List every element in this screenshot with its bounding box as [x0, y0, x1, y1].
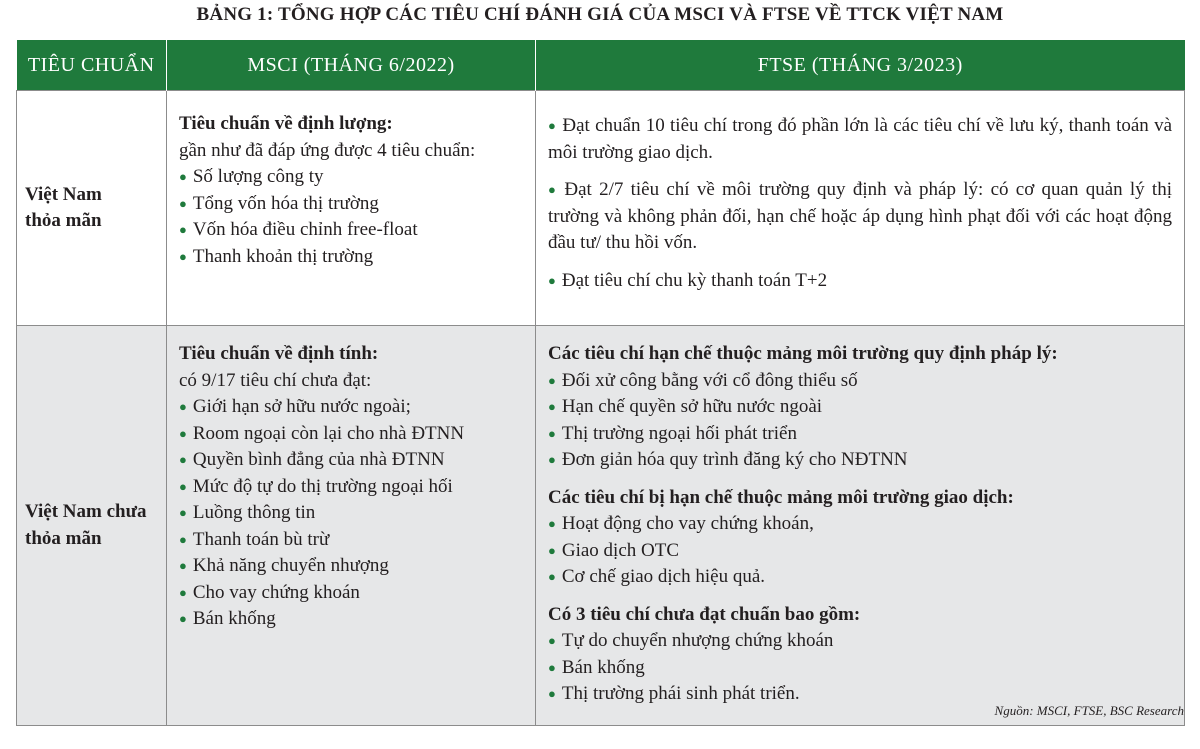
list-item: ● Luồng thông tin — [179, 502, 316, 523]
header-msci: MSCI (THÁNG 6/2022) — [167, 40, 536, 91]
ftse-paragraph: ● Đạt 2/7 tiêu chí về môi trường quy định và pháp lý: có cơ quan quản lý thị trường và không phản đối, hạn chế hoặc áp dụng hình phạt đối với các hoạt động đầu tư/ thu hồi vốn. — [548, 179, 1172, 253]
list-item: ● Thanh khoản thị trường — [179, 245, 374, 267]
list-item: ● Thanh toán bù trừ — [179, 528, 330, 550]
bullet-icon: ● — [179, 425, 187, 441]
list-item: ● Quyền bình đẳng của nhà ĐTNN — [179, 449, 445, 470]
ftse-group — [548, 485, 1172, 591]
list-item: ● Room ngoại còn lại cho nhà ĐTNN — [179, 422, 465, 444]
bullet-icon: ● — [179, 452, 187, 467]
bullet-icon: ● — [548, 372, 556, 388]
ftse-cell — [536, 326, 1185, 726]
bullet-icon: ● — [179, 222, 187, 237]
row-label-line: thỏa mãn — [25, 210, 102, 231]
list-item: ● Thị trường phái sinh phát triển. — [548, 683, 800, 704]
table-row — [17, 326, 1185, 726]
list-item: ● Tự do chuyển nhượng chứng khoán — [548, 630, 834, 651]
row-label-line: thỏa mãn — [25, 527, 102, 549]
list-item: ● Vốn hóa điều chỉnh free-float — [179, 219, 418, 240]
msci-cell — [167, 91, 536, 326]
list-item: ● Bán khống — [548, 656, 645, 678]
header-criteria: TIÊU CHUẨN — [17, 40, 167, 91]
list-item: ● Số lượng công ty — [179, 166, 324, 187]
header-ftse: FTSE (THÁNG 3/2023) — [536, 40, 1185, 91]
bullet-icon: ● — [179, 478, 187, 494]
msci-intro: có 9/17 tiêu chí chưa đạt: — [179, 369, 372, 391]
list-item: ● Cho vay chứng khoán — [179, 581, 360, 603]
bullet-icon: ● — [548, 633, 556, 648]
ftse-paragraph: ● Đạt chuẩn 10 tiêu chí trong đó phần lớn là các tiêu chí về lưu ký, thanh toán và môi trường giao dịch. — [548, 115, 1173, 163]
row-label-line: Việt Nam chưa — [25, 501, 147, 522]
row-label — [17, 91, 167, 326]
list-item: ● Khả năng chuyển nhượng — [179, 555, 389, 576]
list-item: ● Mức độ tự do thị trường ngoại hối — [179, 475, 453, 497]
list-item: ● Hạn chế quyền sở hữu nước ngoài — [548, 396, 823, 417]
bullet-icon: ● — [179, 169, 187, 184]
bullet-icon: ● — [179, 248, 187, 264]
msci-heading: Tiêu chuẩn về định tính: — [179, 343, 379, 364]
list-item: ● Hoạt động cho vay chứng khoán, — [548, 513, 814, 534]
list-item: ● Đơn giản hóa quy trình đăng ký cho NĐTNN — [548, 449, 908, 470]
bullet-icon: ● — [548, 686, 556, 701]
bullet-icon: ● — [179, 505, 187, 520]
table-row — [17, 91, 1185, 326]
criteria-table — [16, 40, 1185, 726]
ftse-group-heading: Các tiêu chí hạn chế thuộc mảng môi trường quy định pháp lý: — [548, 343, 1058, 364]
source-note: Nguồn: MSCI, FTSE, BSC Research — [994, 703, 1184, 718]
bullet-icon: ● — [179, 611, 187, 626]
list-item: ● Giới hạn sở hữu nước ngoài; — [179, 396, 411, 417]
ftse-group-heading: Các tiêu chí bị hạn chế thuộc mảng môi trường giao dịch: — [548, 486, 1014, 508]
bullet-icon: ● — [179, 531, 187, 547]
list-item: ● Giao dịch OTC — [548, 539, 680, 561]
ftse-group — [548, 602, 1172, 708]
bullet-icon: ● — [548, 569, 556, 584]
row-label — [17, 326, 167, 726]
row-label-line: Việt Nam — [25, 183, 102, 205]
msci-intro: gần như đã đáp ứng được 4 tiêu chuẩn: — [179, 139, 476, 161]
list-item: ● Tổng vốn hóa thị trường — [179, 192, 379, 214]
bullet-icon: ● — [548, 399, 556, 414]
list-item: ● Thị trường ngoại hối phát triển — [548, 422, 797, 444]
bullet-icon: ● — [179, 558, 187, 573]
ftse-group-heading: Có 3 tiêu chí chưa đạt chuẩn bao gồm: — [548, 603, 861, 625]
list-item: ● Bán khống — [179, 608, 276, 629]
bullet-icon: ● — [179, 584, 187, 600]
bullet-icon: ● — [548, 182, 559, 197]
bullet-icon: ● — [548, 118, 557, 133]
bullet-icon: ● — [179, 399, 187, 414]
bullet-icon: ● — [548, 452, 556, 467]
table-title: BẢNG 1: TỔNG HỢP CÁC TIÊU CHÍ ĐÁNH GIÁ CỦA MSCI VÀ FTSE VỀ TTCK VIỆT NAM — [196, 4, 1004, 25]
bullet-icon: ● — [548, 542, 556, 558]
bullet-icon: ● — [548, 272, 556, 288]
list-item: ● Đối xử công bằng với cổ đông thiểu số — [548, 369, 858, 391]
header-row — [17, 40, 1185, 91]
msci-cell — [167, 326, 536, 726]
ftse-cell — [536, 91, 1185, 326]
bullet-icon: ● — [548, 659, 556, 675]
ftse-paragraph: ● Đạt tiêu chí chu kỳ thanh toán T+2 — [548, 269, 828, 291]
msci-heading: Tiêu chuẩn về định lượng: — [179, 113, 393, 134]
bullet-icon: ● — [548, 425, 556, 441]
list-item: ● Cơ chế giao dịch hiệu quả. — [548, 566, 766, 587]
bullet-icon: ● — [548, 516, 556, 531]
ftse-group — [548, 341, 1172, 474]
bullet-icon: ● — [179, 195, 187, 211]
